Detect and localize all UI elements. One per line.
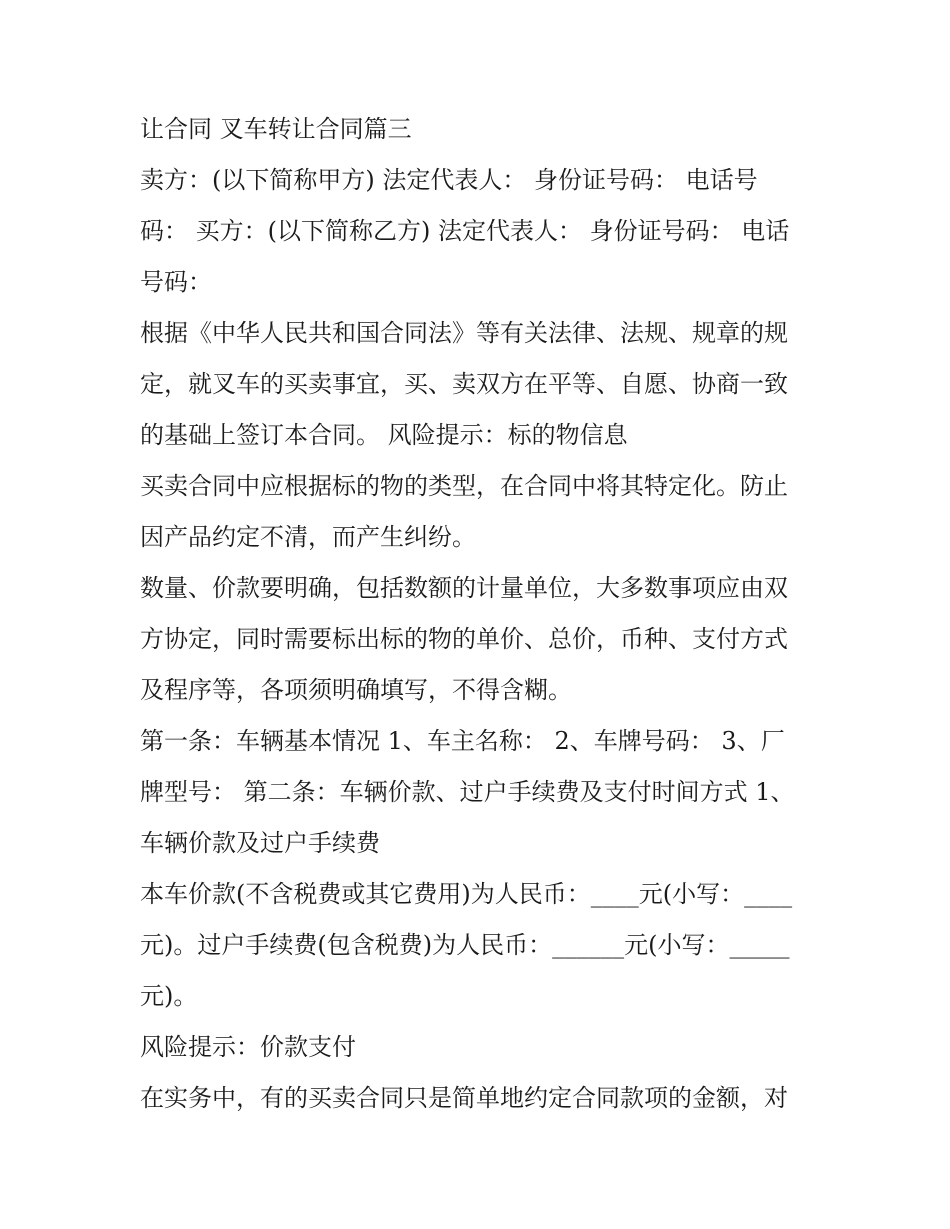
text-line-8: 买卖合同中应根据标的物的类型，在合同中将其特定化。防止 — [140, 472, 788, 500]
text-line-11: 方协定，同时需要标出标的物的单价、总价，币种、支付方式 — [140, 625, 788, 653]
text-line-20: 在实务中，有的买卖合同只是简单地约定合同款项的金额，对 — [140, 1084, 788, 1112]
text-line-18: 元)。 — [140, 982, 198, 1010]
text-line-1: 让合同 叉车转让合同篇三 — [140, 115, 412, 143]
text-line-9: 因产品约定不清，而产生纠纷。 — [140, 523, 476, 551]
text-line-2: 卖方：(以下简称甲方) 法定代表人： 身份证号码： 电话号 — [140, 166, 758, 194]
text-line-14: 牌型号： 第二条：车辆价款、过户手续费及支付时间方式 1、 — [140, 778, 795, 806]
text-line-3: 码： 买方：(以下简称乙方) 法定代表人： 身份证号码： 电话 — [140, 217, 790, 245]
text-line-10: 数量、价款要明确，包括数额的计量单位，大多数事项应由双 — [140, 574, 788, 602]
text-line-16: 本车价款(不含税费或其它费用)为人民币：____元(小写：____ — [140, 880, 793, 908]
text-line-7: 的基础上签订本合同。 风险提示：标的物信息 — [140, 421, 628, 449]
text-line-13: 第一条：车辆基本情况 1、车主名称： 2、车牌号码： 3、厂 — [140, 727, 785, 755]
text-line-6: 定，就叉车的买卖事宜，买、卖双方在平等、自愿、协商一致 — [140, 370, 788, 398]
text-line-15: 车辆价款及过户手续费 — [140, 829, 380, 857]
document-body — [140, 104, 820, 1124]
text-line-19: 风险提示：价款支付 — [140, 1033, 356, 1061]
text-line-17: 元)。过户手续费(包含税费)为人民币：______元(小写：_____ — [140, 931, 790, 959]
text-line-5: 根据《中华人民共和国合同法》等有关法律、法规、规章的规 — [140, 319, 788, 347]
text-line-4: 号码： — [140, 268, 212, 296]
text-line-12: 及程序等，各项须明确填写，不得含糊。 — [140, 676, 572, 704]
